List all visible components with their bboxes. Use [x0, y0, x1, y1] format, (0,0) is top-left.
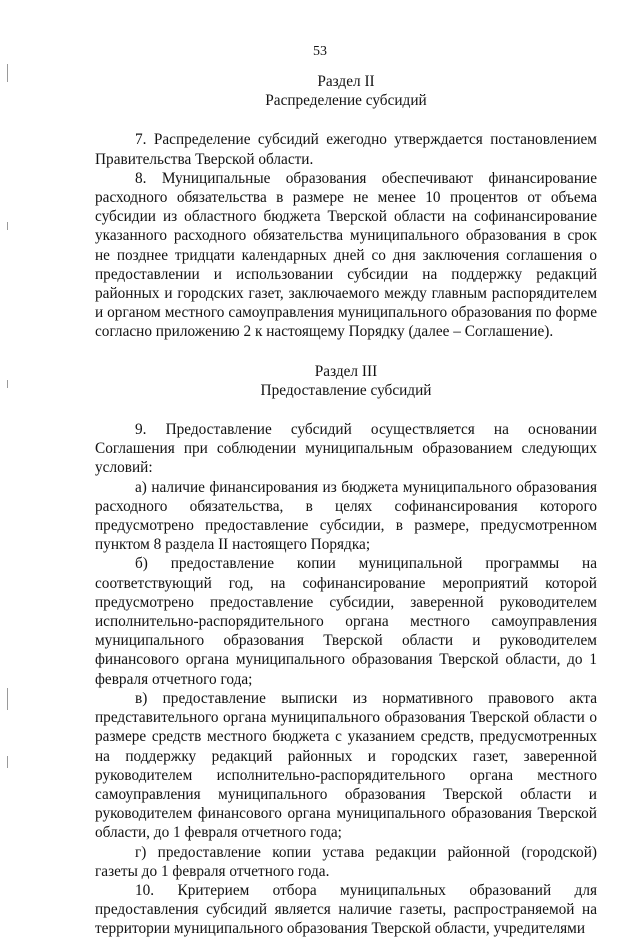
paragraph-9v: в) предоставление выписки из нормативного правового акта представительного органа муниципального образования Тверской области о размере средств местного бюджета с указанием средств, предусмотренных на поддержку редакций районных и городских газет, заверенной руководителем исполнительно-распорядительного органа местного самоуправления муниципального образования Тверской области и руководителем финансового органа муниципального образования Тверской области, до 1 февраля отчетного года; — [95, 689, 597, 842]
paragraph-9g: г) предоставление копии устава редакции районной (городской) газеты до 1 февраля отчетного года. — [95, 843, 597, 880]
paragraph-8: 8. Муниципальные образования обеспечивают финансирование расходного обязательства в размере не менее 10 процентов от объема субсидии из областного бюджета Тверской области на софинансирование указанного расходного обязательства муниципального образования в срок не позднее тридцати календарных дней со дня заключения соглашения о предоставлении и использовании субсидии на поддержку редакций районных и городских газет, заключаемого между главным распорядителем и органом местного самоуправления муниципального образования по форме согласно приложению 2 к настоящему Порядку (далее – Соглашение). — [95, 169, 597, 341]
section-gap — [95, 342, 597, 362]
paragraph-9b: б) предоставление копии муниципальной программы на соответствующий год, на софинансирование мероприятий которой предусмотрено предоставление субсидии, заверенной руководителем исполнительно-распорядительного органа местного самоуправления муниципального образования Тверской области и руководителем финансового органа муниципального образования Тверской области, до 1 февраля отчетного года; — [95, 555, 597, 688]
scan-margin-mark — [7, 688, 8, 710]
paragraph-7: 7. Распределение субсидий ежегодно утверждается постановлением Правительства Тверской области. — [95, 131, 597, 168]
section-3-title: Предоставление субсидий — [260, 381, 432, 399]
scan-margin-mark — [7, 64, 8, 82]
paragraph-9a: а) наличие финансирования из бюджета муниципального образования расходного обязательства, в целях софинансирования которого предусмотрено предоставление субсидии, в размере, предусмотренном пунктом 8 раздела II настоящего Порядка; — [95, 478, 597, 554]
paragraph-9: 9. Предоставление субсидий осуществляется на основании Соглашения при соблюдении муниципальным образованием следующих условий: — [95, 421, 597, 477]
page-number: 53 — [313, 44, 327, 59]
scan-margin-mark — [7, 756, 8, 768]
section-2-heading: Раздел II — [317, 73, 375, 90]
section-3-heading: Раздел III — [314, 362, 378, 380]
document-body — [95, 72, 597, 939]
scan-margin-mark — [7, 380, 8, 388]
paragraph-10: 10. Критерием отбора муниципальных образований для предоставления субсидий является наличие газеты, распространяемой на территории муниципального образования Тверской области, учредителями — [95, 881, 597, 938]
scan-margin-mark — [7, 222, 8, 230]
section-2-title: Распределение субсидий — [265, 92, 427, 110]
